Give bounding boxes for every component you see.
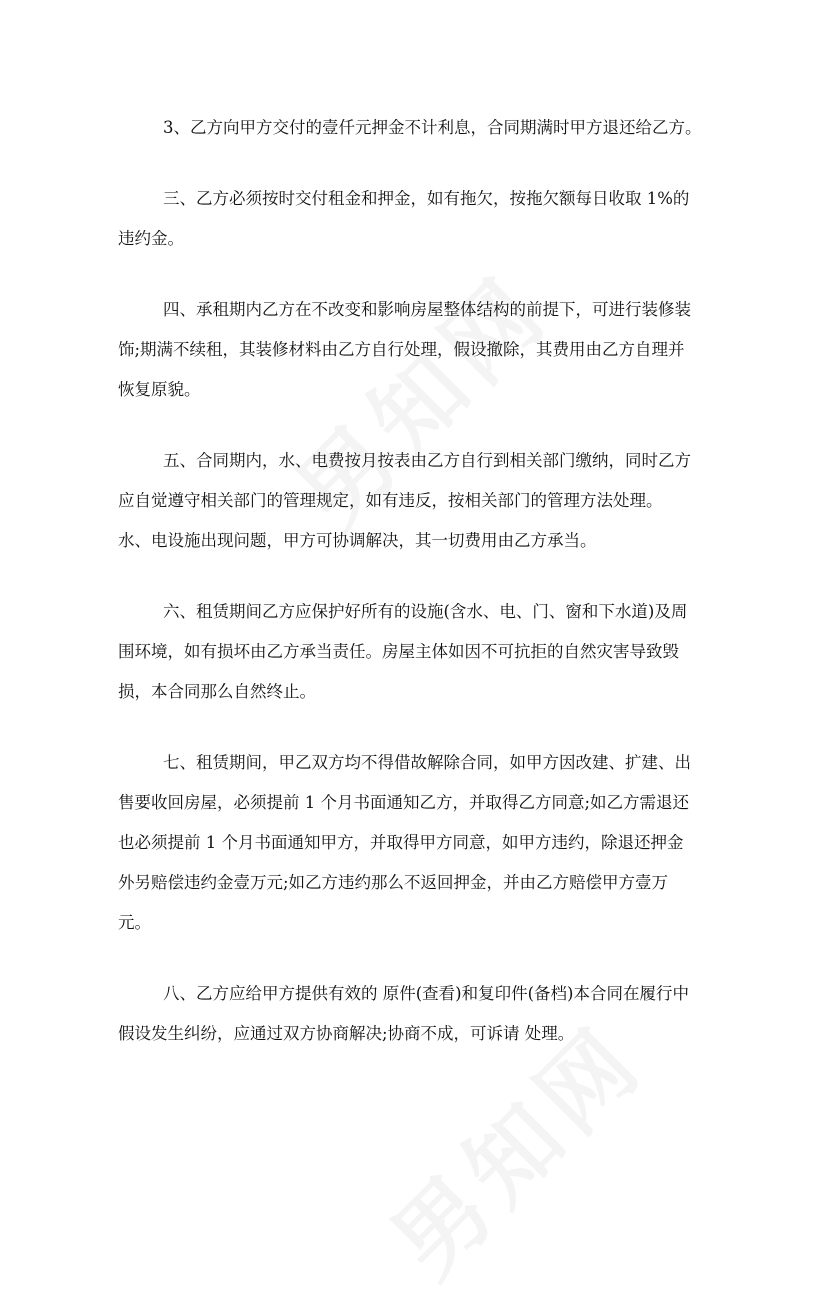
document-body: [118, 108, 718, 1085]
text-line: 八、乙方应给甲方提供有效的 原件(查看)和复印件(备档)本合同在履行中: [163, 984, 689, 1003]
text-line: 售要收回房屋，必须提前 1 个月书面通知乙方，并取得乙方同意;如乙方需退还: [118, 793, 690, 812]
text-line: 七、租赁期间，甲乙双方均不得借故解除合同，如甲方因改建、扩建、出: [163, 753, 691, 772]
paragraph-clause-5: [118, 441, 718, 561]
text-line: 水、电设施出现问题，甲方可协调解决，其一切费用由乙方承当。: [118, 531, 597, 550]
paragraph-clause-8: [118, 974, 718, 1054]
text-line: 四、承租期内乙方在不改变和影响房屋整体结构的前提下，可进行装修装: [163, 300, 691, 319]
paragraph-clause-3: [118, 179, 718, 259]
text-line: 元。: [118, 913, 151, 932]
text-line: 饰;期满不续租，其装修材料由乙方自行处理，假设撤除，其费用由乙方自理并: [118, 340, 685, 359]
text-line: 三、乙方必须按时交付租金和押金，如有拖欠，按拖欠额每日收取 1%的: [163, 189, 690, 208]
text-line: 五、合同期内，水、电费按月按表由乙方自行到相关部门缴纳，同时乙方: [163, 451, 691, 470]
text-line: 六、租赁期间乙方应保护好所有的设施(含水、电、门、窗和下水道)及周: [163, 602, 688, 621]
text-line: 也必须提前 1 个月书面通知甲方，并取得甲方同意，如甲方违约，除退还押金: [118, 833, 684, 852]
paragraph-clause-6: [118, 592, 718, 712]
text-line: 3、乙方向甲方交付的壹仟元押金不计利息，合同期满时甲方退还给乙方。: [163, 118, 702, 137]
text-line: 围环境，如有损坏由乙方承当责任。房屋主体如因不可抗拒的自然灾害导致毁: [118, 642, 679, 661]
paragraph-deposit: [118, 108, 718, 148]
text-line: 假设发生纠纷，应通过双方协商解决;协商不成，可诉请 处理。: [118, 1024, 575, 1043]
paragraph-clause-4: [118, 290, 718, 410]
text-line: 损，本合同那么自然终止。: [118, 682, 316, 701]
paragraph-clause-7: [118, 743, 718, 943]
text-line: 外另赔偿违约金壹万元;如乙方违约那么不返回押金，并由乙方赔偿甲方壹万: [118, 873, 669, 892]
text-line: 违约金。: [118, 229, 184, 248]
text-line: 恢复原貌。: [118, 380, 201, 399]
text-line: 应自觉遵守相关部门的管理规定，如有违反，按相关部门的管理方法处理。: [118, 491, 663, 510]
